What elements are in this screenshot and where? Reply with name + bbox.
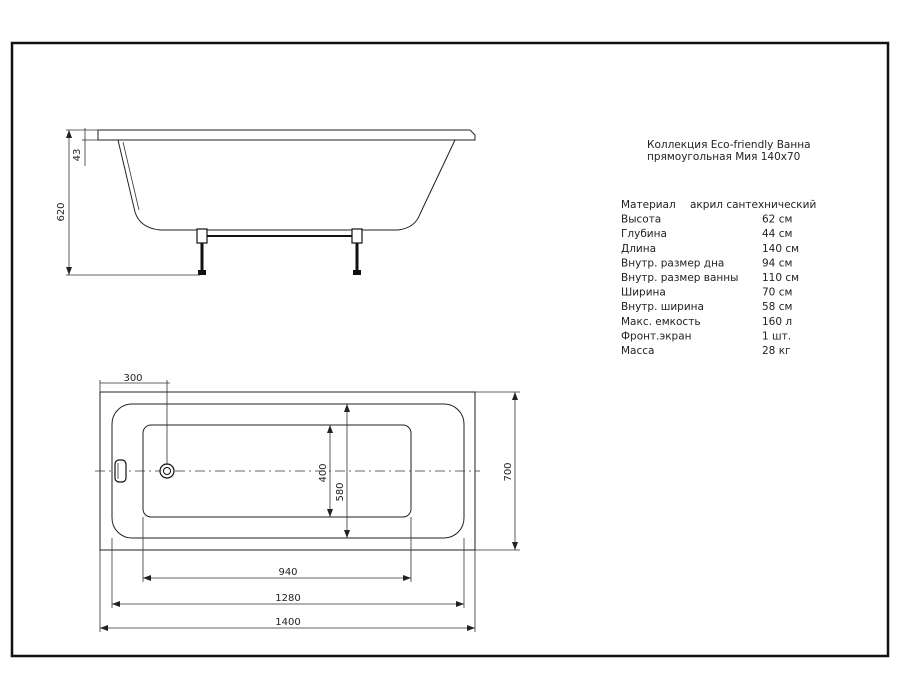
spec-value: 1 шт. xyxy=(762,330,792,343)
spec-label: Внутр. ширина xyxy=(621,301,704,314)
title-line-2: прямоугольная Мия 140х70 xyxy=(647,151,801,163)
dim-drain-offset: 300 xyxy=(123,373,143,384)
top-view xyxy=(95,373,520,632)
spec-label: Материал xyxy=(621,199,676,211)
spec-label: Макс. емкость xyxy=(621,315,701,328)
spec-value: 62 см xyxy=(762,213,793,226)
spec-value: 140 см xyxy=(762,242,800,255)
dim-bottom-length: 940 xyxy=(278,567,298,578)
spec-label: Внутр. размер дна xyxy=(621,257,725,270)
dim-inner-length: 1280 xyxy=(275,593,301,604)
spec-value: 110 см xyxy=(762,272,800,284)
overflow-icon xyxy=(115,460,126,482)
title-block xyxy=(647,139,811,163)
leg-right xyxy=(352,229,362,275)
dim-inner-width-bottom: 400 xyxy=(318,463,329,483)
spec-label: Масса xyxy=(621,345,655,357)
leg-left xyxy=(197,229,207,275)
spec-value: 94 см xyxy=(762,257,793,270)
spec-table xyxy=(621,199,816,357)
dim-side-height: 620 xyxy=(56,202,67,222)
spec-value: 70 см xyxy=(762,286,793,299)
spec-label: Внутр. размер ванны xyxy=(621,272,739,284)
spec-label: Ширина xyxy=(621,286,666,299)
dim-width: 700 xyxy=(503,462,514,482)
spec-value: 28 кг xyxy=(762,345,791,357)
title-line-1: Коллекция Eco-friendly Ванна xyxy=(647,139,811,151)
spec-label: Глубина xyxy=(621,228,667,241)
side-view xyxy=(56,128,475,275)
dim-length: 1400 xyxy=(275,617,301,628)
spec-value: акрил сантехнический xyxy=(690,199,817,211)
dim-rim: 43 xyxy=(72,148,83,162)
drain-icon xyxy=(160,464,174,478)
dim-inner-width: 580 xyxy=(335,482,346,502)
spec-label: Высота xyxy=(621,213,662,226)
spec-value: 44 см xyxy=(762,228,793,241)
spec-label: Длина xyxy=(621,242,657,255)
spec-label: Фронт.экран xyxy=(621,330,692,343)
spec-value: 160 л xyxy=(762,315,793,328)
spec-value: 58 см xyxy=(762,301,793,314)
